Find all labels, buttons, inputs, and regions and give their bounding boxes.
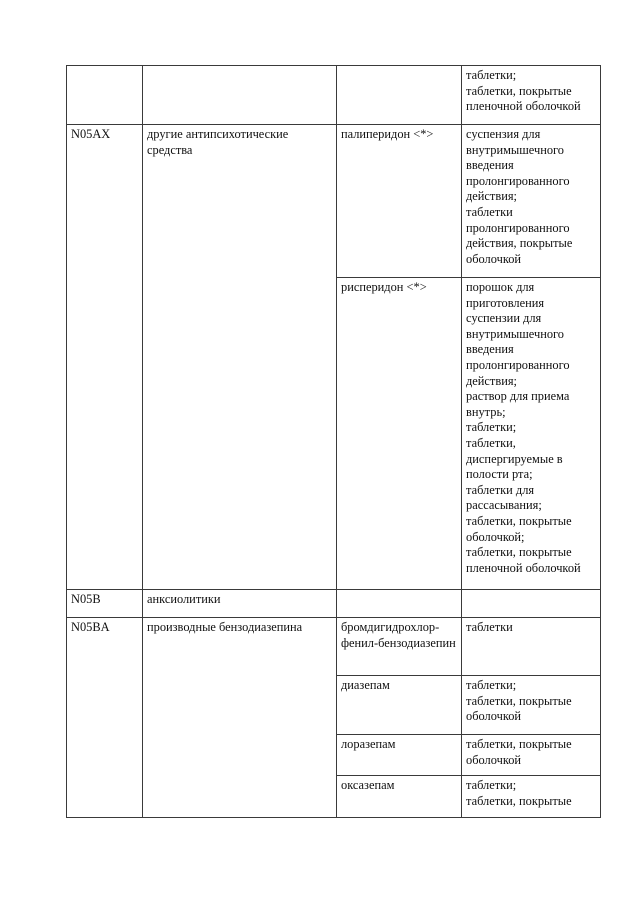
table-row	[67, 66, 601, 125]
drug-name-cell: оксазепам	[337, 776, 462, 818]
atc-code-cell: N05AX	[67, 125, 143, 590]
drug-name-cell: лоразепам	[337, 735, 462, 776]
drug-name-cell: диазепам	[337, 676, 462, 735]
drug-classification-table	[66, 65, 601, 818]
atc-code-cell	[67, 66, 143, 125]
drug-name-cell: бромдигидрохлор-фенил-бензодиазепин	[337, 618, 462, 676]
table-row	[67, 618, 601, 676]
drug-name-cell: палиперидон <*>	[337, 125, 462, 278]
drug-name-cell: рисперидон <*>	[337, 278, 462, 590]
table-row	[67, 590, 601, 618]
atc-code-cell: N05B	[67, 590, 143, 618]
drug-name-cell	[337, 590, 462, 618]
dosage-form-cell: таблетки; таблетки, покрытые	[462, 776, 601, 818]
dosage-form-cell	[462, 590, 601, 618]
group-name-cell	[143, 66, 337, 125]
dosage-form-cell: таблетки; таблетки, покрытые оболочкой	[462, 676, 601, 735]
group-name-cell: анксиолитики	[143, 590, 337, 618]
dosage-form-cell: таблетки, покрытые оболочкой	[462, 735, 601, 776]
dosage-form-cell: таблетки	[462, 618, 601, 676]
dosage-form-cell: таблетки; таблетки, покрытые пленочной оболочкой	[462, 66, 601, 125]
group-name-cell: другие антипсихотические средства	[143, 125, 337, 590]
table-row	[67, 125, 601, 278]
atc-code-cell: N05BA	[67, 618, 143, 818]
dosage-form-cell: порошок для приготовления суспензии для внутримышечного введения пролонгированного действия; раствор для приема внутрь; таблетки; таблетки, диспергируемые в полости рта; таблетки для рассасывания; таблетки, покрытые оболочкой; таблетки, покрытые пленочной оболочкой	[462, 278, 601, 590]
drug-name-cell	[337, 66, 462, 125]
group-name-cell: производные бензодиазепина	[143, 618, 337, 818]
dosage-form-cell: суспензия для внутримышечного введения пролонгированного действия; таблетки пролонгированного действия, покрытые оболочкой	[462, 125, 601, 278]
